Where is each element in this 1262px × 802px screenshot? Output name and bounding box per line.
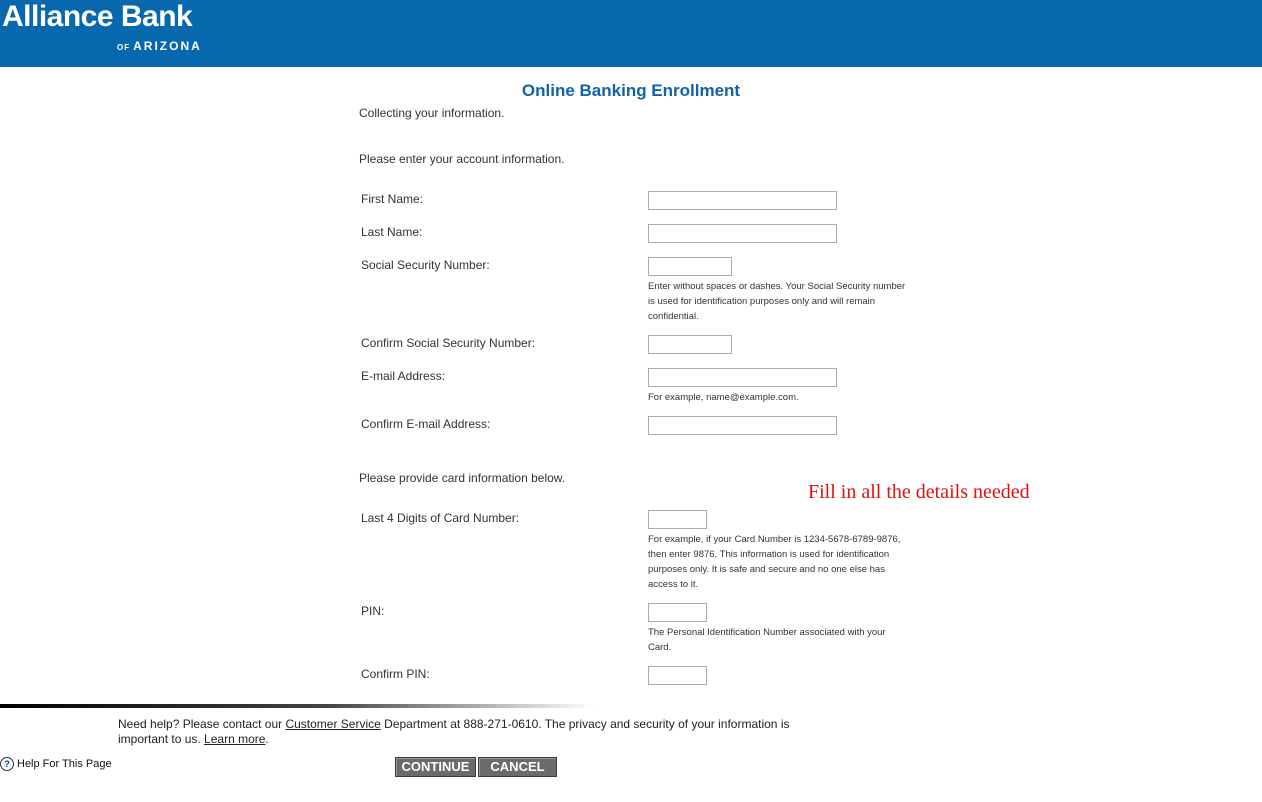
question-icon: ? (0, 757, 14, 771)
first-name-label: First Name: (361, 192, 424, 206)
learn-more-link[interactable]: Learn more (204, 732, 266, 746)
instruction-annotation: Fill in all the details needed (808, 481, 1030, 503)
continue-button[interactable]: CONTINUE (395, 757, 476, 777)
pin-hint: The Personal Identification Number associated with your Card. (648, 627, 886, 653)
help-for-page-link[interactable] (0, 757, 112, 771)
confirm-ssn-label: Confirm Social Security Number: (361, 336, 536, 350)
card-hint: For example, if your Card Number is 1234-5678-6789-9876, then enter 9876. This information is used for identification purposes only. It is safe and secure and no one else has access to it. (648, 534, 901, 590)
account-intro-text: Please enter your account information. (359, 152, 565, 166)
footer-divider (0, 704, 595, 708)
help-suffix: . (265, 732, 269, 746)
confirm-pin-input[interactable] (648, 666, 707, 685)
email-hint: For example, name@example.com. (648, 392, 799, 403)
last-name-label: Last Name: (361, 225, 423, 239)
confirm-email-input[interactable] (648, 416, 837, 435)
site-header (0, 0, 1262, 67)
collecting-text: Collecting your information. (359, 106, 505, 120)
confirm-ssn-input[interactable] (648, 335, 732, 354)
email-label: E-mail Address: (361, 369, 446, 383)
card-last4-label: Last 4 Digits of Card Number: (361, 511, 520, 525)
logo-state: ARIZONA (133, 39, 202, 53)
email-input[interactable] (648, 368, 837, 387)
ssn-label: Social Security Number: (361, 258, 490, 272)
pin-input[interactable] (648, 603, 707, 622)
logo-of: OF (117, 43, 131, 52)
help-for-page-label: Help For This Page (17, 758, 112, 770)
last-name-input[interactable] (648, 224, 837, 243)
help-middle: Department at 888-271-0610. The privacy and security of your information is important to us. (118, 717, 790, 746)
card-intro-text: Please provide card information below. (359, 471, 566, 485)
confirm-email-label: Confirm E-mail Address: (361, 417, 491, 431)
ssn-hint: Enter without spaces or dashes. Your Social Security number is used for identification purposes only and will remain confidential. (648, 281, 906, 322)
first-name-input[interactable] (648, 191, 837, 210)
bank-logo-subtitle (117, 39, 202, 53)
cancel-button[interactable]: CANCEL (478, 757, 557, 777)
card-last4-input[interactable] (648, 510, 707, 529)
help-prefix: Need help? Please contact our (118, 717, 286, 731)
ssn-input[interactable] (648, 257, 732, 276)
help-text (118, 717, 818, 747)
customer-service-link[interactable]: Customer Service (285, 717, 381, 731)
pin-label: PIN: (361, 604, 385, 618)
confirm-pin-label: Confirm PIN: (361, 667, 430, 681)
page-title: Online Banking Enrollment (521, 81, 741, 100)
bank-logo[interactable]: Alliance Bank (2, 0, 193, 33)
